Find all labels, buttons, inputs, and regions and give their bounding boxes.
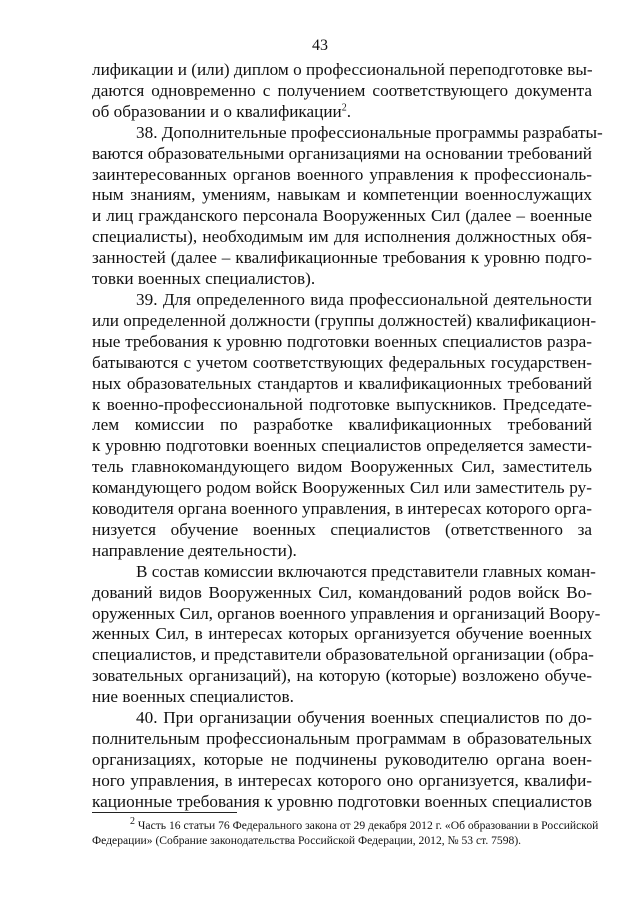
paragraph-38 [92,122,603,290]
text-line: 40. При организации обучения военных специалистов по до- [136,708,592,728]
text-line: даются одновременно с получением соответствующего документа [92,80,592,100]
text-line: или определенной должности (группы должностей) квалификацион- [92,310,597,330]
footnote-divider [92,812,237,813]
text-line: организациях, которые не подчинены руководителю органа воен- [92,749,592,769]
paragraph-39 [92,289,597,562]
text-line: полнительным профессиональным программам в образовательных [92,729,592,748]
text-line: В состав комиссии включаются представители главных коман- [136,561,596,581]
text-line: кационные требования к уровню подготовки военных специалистов [92,791,592,811]
footnote-reference: 2 [341,102,347,114]
text-line: ваются образовательными организациями на основании требований [92,143,592,163]
text-line: ководителя органа военного управления, в интересах которого орга- [92,499,592,519]
text-line: ние военных специалистов. [92,687,294,707]
text-line: специалисты), необходимым им для исполнения должностных обя- [92,227,592,247]
text-line: к уровню подготовки военных специалистов определяется замести- [92,436,592,456]
page-number: 43 [312,37,328,54]
text-line: лем комиссии по разработке квалификационных требований [92,415,592,435]
text-line: женных Сил, в интересах которых организуется обучение военных [92,624,592,644]
text-line: заинтересованных органов военного управления к профессиональ- [92,164,592,184]
text-line: направление деятельности). [92,540,297,560]
text-line: специалистов, и представители образовательной организации (обра- [92,645,594,665]
text-line: дований видов Вооруженных Сил, командований родов войск Во- [92,582,592,602]
text-line: низуется обучение военных специалистов (ответственного за [92,519,592,539]
footnote-line [92,816,599,833]
text-line: ного управления, в интересах которого оно организуется, квалифи- [92,770,592,790]
text-line: об образовании и о квалификации$^2$. [92,101,352,121]
paragraph-continuation [92,60,592,123]
text-line: ным знаниям, умениям, навыкам и компетенции военнослужащих [92,185,592,205]
text-line: ных образовательных стандартов и квалификационных требований [92,373,592,393]
footnote [92,816,599,848]
paragraph-39-commission [92,561,601,708]
text-line: оруженных Сил, органов военного управления и организаций Воору- [92,603,601,623]
text-line: батываются с учетом соответствующих федеральных государствен- [92,352,592,372]
text-line: командующего родом войск Вооруженных Сил или заместитель ру- [92,478,592,498]
text-line: товки военных специалистов). [92,269,316,289]
paragraph-40 [92,708,592,813]
body-text [92,60,603,813]
text-line: лификации и (или) диплом о профессиональной переподготовке вы- [92,60,593,79]
footnote-line: Федерации» (Собрание законодательства Российской Федерации, 2012, № 53 ст. 7598). [92,834,522,847]
text-line: к военно-профессиональной подготовке выпускников. Председате- [92,394,592,414]
text-line: ные требования к уровню подготовки военных специалистов разра- [92,331,592,351]
footnote-marker: 2 [130,816,135,828]
text-line: зовательных организаций), на которую (которые) возложено обуче- [92,666,592,686]
text-line: 38. Дополнительные профессиональные программы разрабаты- [136,122,603,142]
text-line: 39. Для определенного вида профессиональной деятельности [136,289,592,309]
text-line-content: об образовании и о квалификации [92,101,342,121]
text-line: и лиц гражданского персонала Вооруженных Сил (далее – военные [92,206,592,226]
text-line: занностей (далее – квалификационные требования к уровню подго- [92,248,592,268]
footnote-text: Часть 16 статьи 76 Федерального закона от 29 декабря 2012 г. «Об образовании в Российской [135,819,599,832]
text-line: тель главнокомандующего видом Вооруженных Сил, заместитель [92,457,592,477]
